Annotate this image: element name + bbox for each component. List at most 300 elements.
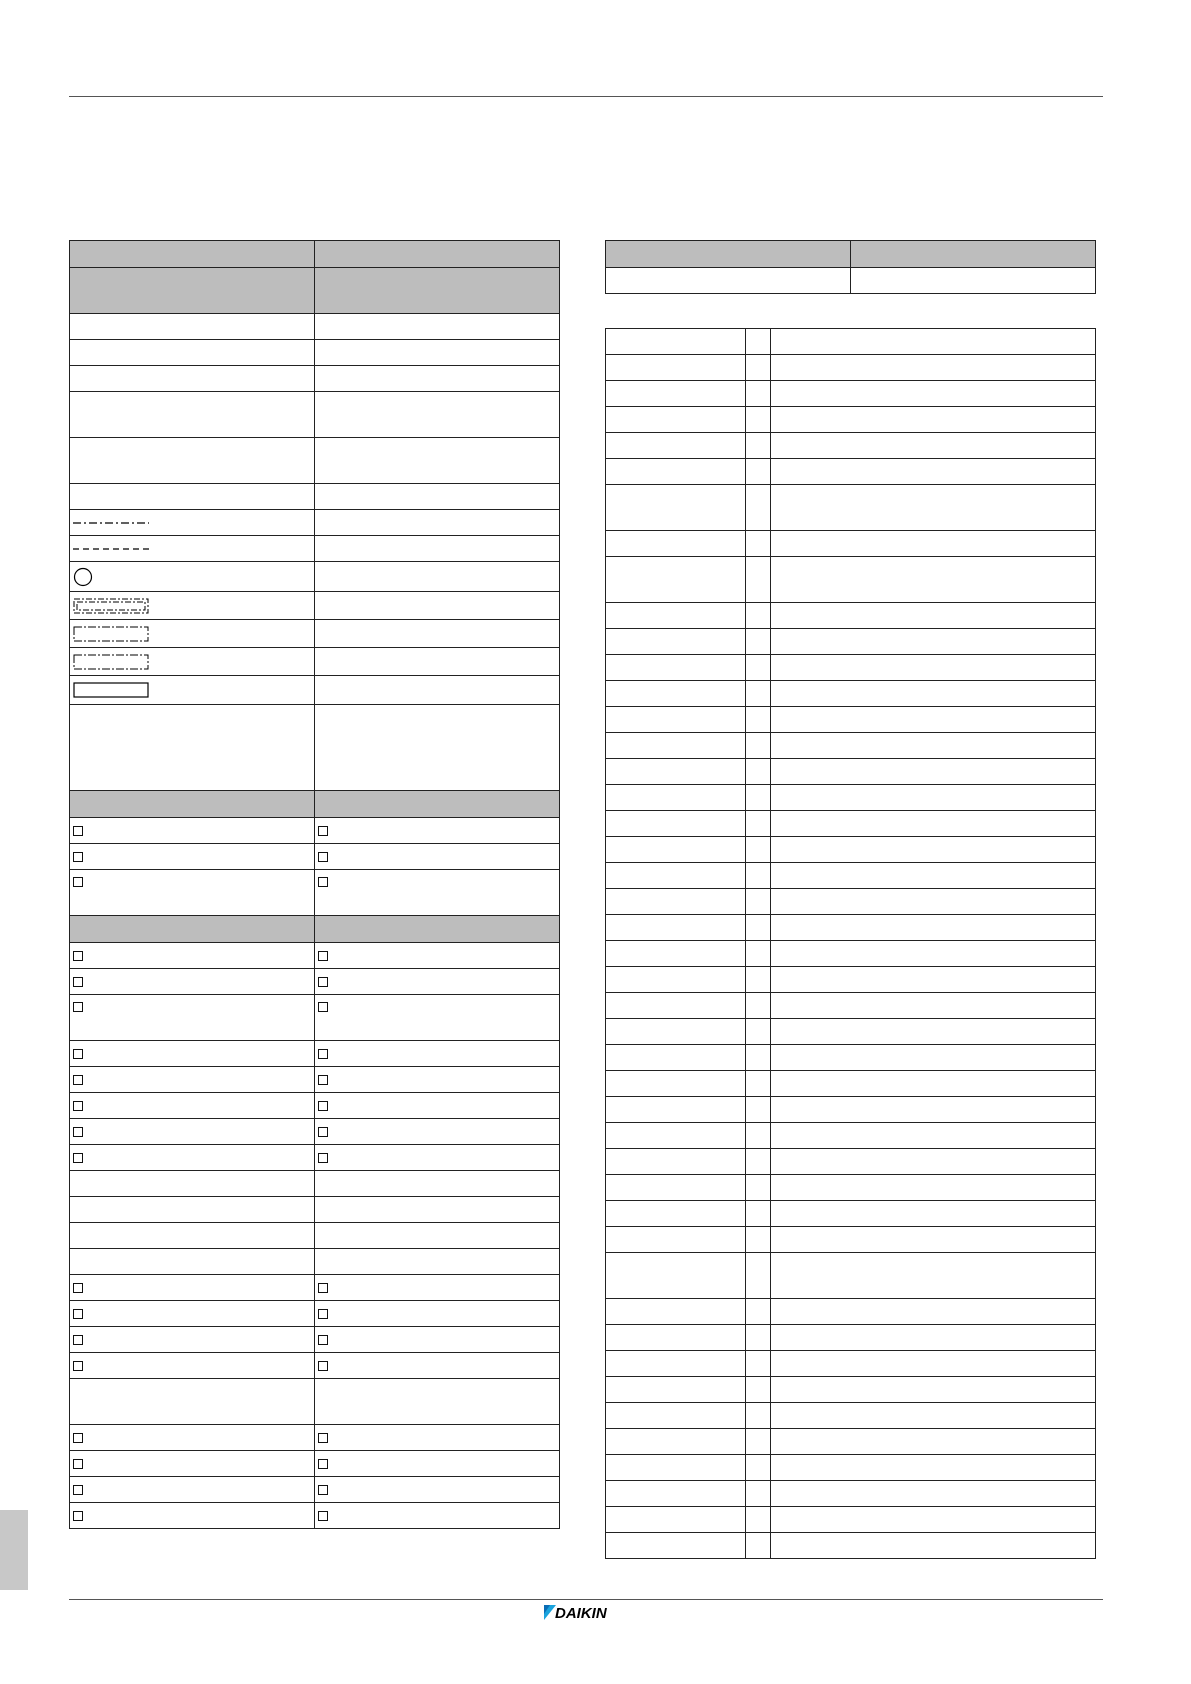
table-cell xyxy=(606,381,746,407)
table-cell xyxy=(746,381,771,407)
table-cell xyxy=(771,733,1096,759)
table-cell xyxy=(606,1455,746,1481)
table-cell xyxy=(315,1503,560,1529)
checkbox[interactable] xyxy=(318,1049,328,1059)
table-cell xyxy=(70,620,315,648)
table-row xyxy=(606,407,1096,433)
table-cell xyxy=(606,1019,746,1045)
table-cell xyxy=(746,837,771,863)
table-cell xyxy=(746,1019,771,1045)
table-cell xyxy=(746,1377,771,1403)
table-row xyxy=(606,915,1096,941)
table-cell xyxy=(746,915,771,941)
table-cell xyxy=(771,355,1096,381)
table-cell xyxy=(746,759,771,785)
table-cell xyxy=(70,366,315,392)
table-header-row xyxy=(70,791,560,818)
table-cell xyxy=(771,785,1096,811)
checkbox[interactable] xyxy=(73,1101,83,1111)
table-row xyxy=(606,967,1096,993)
table-cell xyxy=(606,1149,746,1175)
box-dash-dot-symbol-icon xyxy=(73,626,311,642)
table-cell xyxy=(606,1325,746,1351)
table-cell xyxy=(771,629,1096,655)
table-row xyxy=(70,1171,560,1197)
table-cell xyxy=(315,1145,560,1171)
table-cell xyxy=(771,1299,1096,1325)
table-row xyxy=(606,1227,1096,1253)
table-cell xyxy=(746,811,771,837)
table-cell xyxy=(315,818,560,844)
checkbox[interactable] xyxy=(318,1127,328,1137)
table-row xyxy=(606,1455,1096,1481)
checkbox[interactable] xyxy=(318,1485,328,1495)
table-cell xyxy=(606,1045,746,1071)
table-cell xyxy=(70,1327,315,1353)
table-cell xyxy=(70,1223,315,1249)
table-cell xyxy=(746,459,771,485)
table-row xyxy=(606,941,1096,967)
table-cell xyxy=(315,995,560,1041)
table-row xyxy=(70,562,560,592)
table-cell xyxy=(746,557,771,603)
dashed-line-symbol-icon xyxy=(73,541,311,557)
table-row xyxy=(606,681,1096,707)
table-cell xyxy=(70,392,315,438)
checkbox[interactable] xyxy=(73,826,83,836)
table-cell xyxy=(315,536,560,562)
table-cell xyxy=(315,268,560,314)
table-cell xyxy=(746,603,771,629)
table-cell xyxy=(70,648,315,676)
table-row xyxy=(70,1425,560,1451)
table-cell xyxy=(70,969,315,995)
table-row xyxy=(606,1071,1096,1097)
table-cell xyxy=(771,1227,1096,1253)
table-cell xyxy=(606,1175,746,1201)
table-cell xyxy=(771,707,1096,733)
table-cell xyxy=(746,1403,771,1429)
table-cell xyxy=(315,592,560,620)
table-cell xyxy=(70,1171,315,1197)
checkbox[interactable] xyxy=(73,1433,83,1443)
table-cell xyxy=(771,863,1096,889)
table-cell xyxy=(315,340,560,366)
table-cell xyxy=(771,993,1096,1019)
checkbox[interactable] xyxy=(318,1361,328,1371)
table-cell xyxy=(70,1425,315,1451)
unit-info-table xyxy=(605,240,1096,294)
table-cell xyxy=(315,705,560,791)
table-header-row xyxy=(606,241,1096,268)
table-cell xyxy=(315,1275,560,1301)
table-cell xyxy=(315,1379,560,1425)
table-row xyxy=(70,1503,560,1529)
table-cell xyxy=(606,329,746,355)
table-row xyxy=(606,811,1096,837)
table-cell xyxy=(771,1403,1096,1429)
table-row xyxy=(606,733,1096,759)
checkbox[interactable] xyxy=(318,1002,328,1012)
table-row xyxy=(606,1507,1096,1533)
table-header-row xyxy=(70,241,560,268)
table-cell xyxy=(606,629,746,655)
table-row xyxy=(606,531,1096,557)
table-cell xyxy=(771,1533,1096,1559)
table-row xyxy=(70,1249,560,1275)
table-cell xyxy=(771,837,1096,863)
table-cell xyxy=(606,941,746,967)
table-cell xyxy=(315,676,560,705)
table-cell xyxy=(315,241,560,268)
table-cell xyxy=(606,681,746,707)
table-cell xyxy=(606,863,746,889)
legend-table xyxy=(69,240,560,1529)
table-row xyxy=(606,1097,1096,1123)
table-cell xyxy=(70,510,315,536)
table-cell xyxy=(315,870,560,916)
table-cell xyxy=(606,407,746,433)
table-cell xyxy=(606,785,746,811)
table-row xyxy=(606,1429,1096,1455)
checkbox[interactable] xyxy=(318,1335,328,1345)
table-row xyxy=(70,1145,560,1171)
checkbox[interactable] xyxy=(318,951,328,961)
table-cell xyxy=(606,1403,746,1429)
table-cell xyxy=(70,562,315,592)
checkbox[interactable] xyxy=(318,1459,328,1469)
table-row xyxy=(606,837,1096,863)
table-cell xyxy=(70,916,315,943)
table-cell xyxy=(315,1197,560,1223)
table-row xyxy=(606,268,1096,294)
checkbox[interactable] xyxy=(73,1283,83,1293)
table-cell xyxy=(606,531,746,557)
table-cell xyxy=(70,1197,315,1223)
table-cell xyxy=(315,648,560,676)
table-cell xyxy=(315,1301,560,1327)
table-cell xyxy=(315,510,560,536)
table-row xyxy=(606,1123,1096,1149)
table-row xyxy=(70,314,560,340)
table-cell xyxy=(771,941,1096,967)
table-row xyxy=(606,993,1096,1019)
table-cell xyxy=(851,241,1096,268)
header-rule xyxy=(69,96,1103,97)
table-cell xyxy=(70,1067,315,1093)
table-cell xyxy=(70,536,315,562)
table-cell xyxy=(70,438,315,484)
checkbox[interactable] xyxy=(73,1485,83,1495)
table-cell xyxy=(771,1351,1096,1377)
table-cell xyxy=(606,603,746,629)
checkbox[interactable] xyxy=(73,1459,83,1469)
table-header-row xyxy=(70,268,560,314)
checkbox[interactable] xyxy=(73,877,83,887)
table-cell xyxy=(70,844,315,870)
table-cell xyxy=(606,733,746,759)
checkbox[interactable] xyxy=(318,1309,328,1319)
checkbox[interactable] xyxy=(73,1309,83,1319)
table-cell xyxy=(746,681,771,707)
checkbox[interactable] xyxy=(73,1127,83,1137)
checkbox[interactable] xyxy=(318,1433,328,1443)
table-cell xyxy=(771,1123,1096,1149)
table-cell xyxy=(315,620,560,648)
box-solid-symbol-icon xyxy=(73,682,311,698)
table-row xyxy=(70,510,560,536)
table-cell xyxy=(315,314,560,340)
table-cell xyxy=(771,603,1096,629)
table-cell xyxy=(606,915,746,941)
table-cell xyxy=(746,1325,771,1351)
checkbox[interactable] xyxy=(318,977,328,987)
table-cell xyxy=(746,967,771,993)
checkbox[interactable] xyxy=(73,1049,83,1059)
checkbox[interactable] xyxy=(73,1511,83,1521)
footer-rule xyxy=(69,1599,1103,1600)
table-cell xyxy=(606,1227,746,1253)
table-cell xyxy=(746,1097,771,1123)
table-cell xyxy=(606,557,746,603)
table-cell xyxy=(771,1071,1096,1097)
table-cell xyxy=(606,1377,746,1403)
table-cell xyxy=(746,329,771,355)
table-row xyxy=(70,1477,560,1503)
table-cell xyxy=(746,1071,771,1097)
box-dash-dot-symbol-icon xyxy=(73,654,311,670)
table-row xyxy=(70,366,560,392)
circle-symbol-icon xyxy=(73,567,311,587)
table-cell xyxy=(70,791,315,818)
table-cell xyxy=(771,1253,1096,1299)
table-row xyxy=(606,1533,1096,1559)
table-cell xyxy=(70,705,315,791)
table-row xyxy=(606,1149,1096,1175)
checkbox[interactable] xyxy=(73,1002,83,1012)
table-cell xyxy=(746,1533,771,1559)
table-cell xyxy=(606,355,746,381)
table-cell xyxy=(606,1533,746,1559)
table-cell xyxy=(746,1351,771,1377)
table-cell xyxy=(771,329,1096,355)
checkbox[interactable] xyxy=(318,877,328,887)
table-row xyxy=(70,392,560,438)
component-list-table xyxy=(605,328,1096,1559)
dash-dot-line-symbol-icon xyxy=(73,515,311,531)
table-cell xyxy=(70,484,315,510)
table-cell xyxy=(746,785,771,811)
table-cell xyxy=(70,340,315,366)
table-cell xyxy=(606,1299,746,1325)
table-row xyxy=(606,655,1096,681)
table-row xyxy=(70,943,560,969)
table-cell xyxy=(606,459,746,485)
table-cell xyxy=(70,592,315,620)
table-cell xyxy=(315,366,560,392)
table-cell xyxy=(70,870,315,916)
table-cell xyxy=(746,1253,771,1299)
table-cell xyxy=(851,268,1096,294)
table-row xyxy=(70,536,560,562)
table-cell xyxy=(606,967,746,993)
table-cell xyxy=(315,562,560,592)
table-header-row xyxy=(70,916,560,943)
table-row xyxy=(606,355,1096,381)
table-row xyxy=(70,1301,560,1327)
table-cell xyxy=(606,811,746,837)
table-cell xyxy=(771,407,1096,433)
table-cell xyxy=(606,433,746,459)
table-row xyxy=(606,329,1096,355)
table-cell xyxy=(70,1093,315,1119)
svg-text:DAIKIN: DAIKIN xyxy=(555,1605,607,1622)
checkbox[interactable] xyxy=(73,951,83,961)
table-cell xyxy=(746,863,771,889)
table-row xyxy=(606,1325,1096,1351)
table-cell xyxy=(746,1429,771,1455)
table-row xyxy=(70,705,560,791)
table-row xyxy=(606,557,1096,603)
table-cell xyxy=(606,1097,746,1123)
table-row xyxy=(606,759,1096,785)
table-cell xyxy=(746,629,771,655)
checkbox[interactable] xyxy=(73,1361,83,1371)
checkbox[interactable] xyxy=(318,1283,328,1293)
table-cell xyxy=(70,1249,315,1275)
table-row xyxy=(70,592,560,620)
table-cell xyxy=(315,1119,560,1145)
checkbox[interactable] xyxy=(318,1101,328,1111)
table-row xyxy=(606,1045,1096,1071)
table-cell xyxy=(771,1377,1096,1403)
table-cell xyxy=(746,355,771,381)
table-cell xyxy=(70,1503,315,1529)
table-cell xyxy=(606,1481,746,1507)
table-cell xyxy=(606,759,746,785)
table-cell xyxy=(771,531,1096,557)
table-cell xyxy=(70,943,315,969)
daikin-logo xyxy=(544,1602,624,1622)
table-row xyxy=(70,1093,560,1119)
table-cell xyxy=(771,1045,1096,1071)
table-cell xyxy=(70,1353,315,1379)
table-cell xyxy=(746,733,771,759)
table-cell xyxy=(771,915,1096,941)
table-row xyxy=(606,459,1096,485)
table-cell xyxy=(746,485,771,531)
table-cell xyxy=(606,1071,746,1097)
table-cell xyxy=(746,1045,771,1071)
table-cell xyxy=(746,1149,771,1175)
table-row xyxy=(70,870,560,916)
table-cell xyxy=(315,438,560,484)
checkbox[interactable] xyxy=(318,852,328,862)
table-cell xyxy=(70,268,315,314)
table-cell xyxy=(606,241,851,268)
table-cell xyxy=(746,655,771,681)
table-cell xyxy=(315,1425,560,1451)
table-cell xyxy=(746,1299,771,1325)
table-row xyxy=(70,995,560,1041)
table-cell xyxy=(315,484,560,510)
table-cell xyxy=(70,1275,315,1301)
table-cell xyxy=(606,993,746,1019)
table-cell xyxy=(606,707,746,733)
table-cell xyxy=(746,993,771,1019)
table-row xyxy=(70,1275,560,1301)
table-row xyxy=(70,844,560,870)
table-cell xyxy=(315,1041,560,1067)
checkbox[interactable] xyxy=(318,1153,328,1163)
table-row xyxy=(70,969,560,995)
checkbox[interactable] xyxy=(73,977,83,987)
table-cell xyxy=(315,1067,560,1093)
table-cell xyxy=(315,1249,560,1275)
table-cell xyxy=(746,1201,771,1227)
table-row xyxy=(606,485,1096,531)
checkbox[interactable] xyxy=(73,1335,83,1345)
table-cell xyxy=(746,1455,771,1481)
table-row xyxy=(606,381,1096,407)
table-cell xyxy=(771,485,1096,531)
table-cell xyxy=(70,1451,315,1477)
checkbox[interactable] xyxy=(73,1075,83,1085)
table-cell xyxy=(746,531,771,557)
table-cell xyxy=(606,1123,746,1149)
table-row xyxy=(70,1353,560,1379)
table-cell xyxy=(606,1253,746,1299)
table-cell xyxy=(315,969,560,995)
table-cell xyxy=(315,1093,560,1119)
checkbox[interactable] xyxy=(318,1075,328,1085)
table-cell xyxy=(70,1041,315,1067)
checkbox[interactable] xyxy=(318,1511,328,1521)
checkbox[interactable] xyxy=(318,826,328,836)
checkbox[interactable] xyxy=(73,1153,83,1163)
table-cell xyxy=(70,1119,315,1145)
table-cell xyxy=(771,759,1096,785)
table-cell xyxy=(315,1477,560,1503)
table-row xyxy=(606,1175,1096,1201)
table-row xyxy=(70,1379,560,1425)
table-row xyxy=(606,1201,1096,1227)
table-cell xyxy=(70,676,315,705)
table-row xyxy=(70,818,560,844)
table-row xyxy=(606,1377,1096,1403)
table-cell xyxy=(606,1351,746,1377)
table-cell xyxy=(771,459,1096,485)
table-row xyxy=(606,1403,1096,1429)
table-row xyxy=(70,1067,560,1093)
checkbox[interactable] xyxy=(73,852,83,862)
table-cell xyxy=(746,1227,771,1253)
table-cell xyxy=(771,1175,1096,1201)
table-row xyxy=(606,863,1096,889)
chapter-tab-marker xyxy=(0,1510,28,1590)
table-cell xyxy=(315,844,560,870)
table-row xyxy=(606,707,1096,733)
table-cell xyxy=(70,818,315,844)
table-cell xyxy=(746,1123,771,1149)
table-cell xyxy=(771,1019,1096,1045)
table-row xyxy=(606,1299,1096,1325)
table-cell xyxy=(771,1507,1096,1533)
table-cell xyxy=(746,889,771,915)
table-row xyxy=(606,785,1096,811)
table-cell xyxy=(746,407,771,433)
table-cell xyxy=(606,889,746,915)
